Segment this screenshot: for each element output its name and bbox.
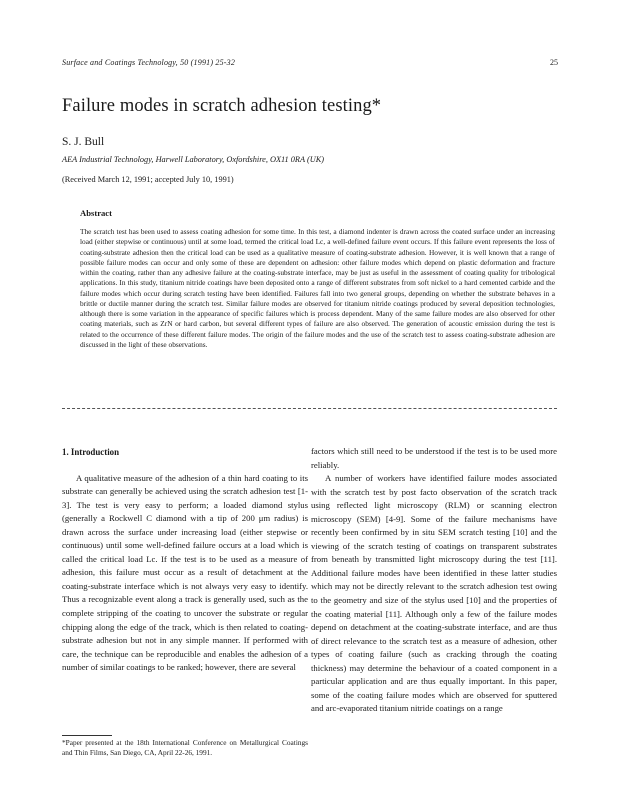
body-paragraph: A number of workers have identified failure modes associated with the scratch test by post facto observation of the scratch track using reflected light microscopy (RLM) or scanning electron microscopy (SEM) [4-9]. Some of the failure mechanisms have recently been confirmed by in situ SEM scratch testing [10] and the viewing of the scratch testing of coatings on transparent substrates from beneath by transmitted light microscopy during the test [11]. Additional failure modes have been identified in these latter studies which may not be directly relevant to the scratch adhesion test owing to the geometry and size of the stylus used [10] and the properties of the coating material [11]. Although only a few of the failure modes depend on detachment at the coating-substrate interface, and are thus of direct relevance to the scratch test as a measure of adhesion, other types of coating failure (such as cracking through the coating thickness) may determine the behaviour of a coated component in a particular application and are thus equally important. In this paper, some of the coating failure modes which are observed for sputtered and arc-evaporated titanium nitride coatings on a range (311, 473, 557, 714)
received-dates: (Received March 12, 1991; accepted July 10, 1991) (62, 175, 234, 184)
section-divider (62, 408, 557, 409)
article-title: Failure modes in scratch adhesion testing* (62, 96, 382, 116)
abstract-block (80, 208, 555, 350)
abstract-text: The scratch test has been used to assess coating adhesion for some time. In this test, a diamond indenter is drawn across the coated surface under an increasing load (either stepwise or continuous) until at some load, termed the critical load Lc, a well-defined failure event occurs. If this failure event represents the loss of coating-substrate adhesion then the critical load can be used as a qualitative measure of coating-substrate adhesion. However, it is well known that a range of possible failure modes can occur and only some of these are dependent on adhesion: other failure modes which depend on plastic deformation and fracture within the coating, rather than any adhesive failure at the coating-substrate interface, may be just as useful in the assessment of coating quality for tribological applications. In this study, titanium nitride coatings have been deposited onto a range of different substrates from soft nickel to a hard cemented carbide and the failure modes which occur during scratch testing have been identified. Failures fall into two general groups, depending on whether the substrate behaves in a brittle or ductile manner during the scratch test. Similar failure modes are observed for titanium nitride coatings produced by several deposition technologies, although there is some variation in the appearance of specific failures which is process dependent. Many of the same failure modes are also observed for other coating materials, such as ZrN or hard carbon, but several different types of failure are also observed. The generation of acoustic emission during the test is related to the occurrence of these different failure modes. The origin of the failure modes and the use of the scratch test to assess coating-substrate adhesion are discussed in the light of these observations. (80, 227, 555, 349)
footnote-rule (62, 735, 112, 736)
page-number: 25 (550, 58, 558, 67)
left-column (62, 446, 308, 675)
section-heading: 1. Introduction (62, 447, 120, 457)
body-paragraph-continued: factors which still need to be understood if the test is to be used more reliably. (311, 446, 557, 470)
author-affiliation: AEA Industrial Technology, Harwell Laboratory, Oxfordshire, OX11 0RA (UK) (62, 155, 325, 164)
abstract-heading: Abstract (80, 208, 112, 218)
body-paragraph: A qualitative measure of the adhesion of a thin hard coating to its substrate can generally be achieved using the scratch adhesion test [1-3]. The test is very easy to perform; a loaded diamond stylus (generally a Rockwell C diamond with a tip of 200 μm radius) is drawn across the surface under increasing load (either stepwise or continuous) until some well-defined failure occurs at a load which is called the critical load Lc. If the test is to be used as a measure of adhesion, this failure must occur as a result of detachment at the coating-substrate interface which is not always very easy to identify. Thus a recognizable event along a track is generally used, such as the complete stripping of the coating to uncover the substrate or regular chipping along the edge of the track, which is then related to coating-substrate adhesion but not in any simple manner. If performed with care, the technique can be reproducible and enables the adhesion of a number of similar coatings to be ranked; however, there are several (62, 472, 308, 673)
author-name: S. J. Bull (62, 136, 105, 148)
running-head: Surface and Coatings Technology, 50 (1991) 25-32 (62, 58, 236, 67)
right-column (311, 445, 557, 716)
footnote: *Paper presented at the 18th International Conference on Metallurgical Coatings and Thin Films, San Diego, CA, April 22-26, 1991. (62, 738, 308, 757)
